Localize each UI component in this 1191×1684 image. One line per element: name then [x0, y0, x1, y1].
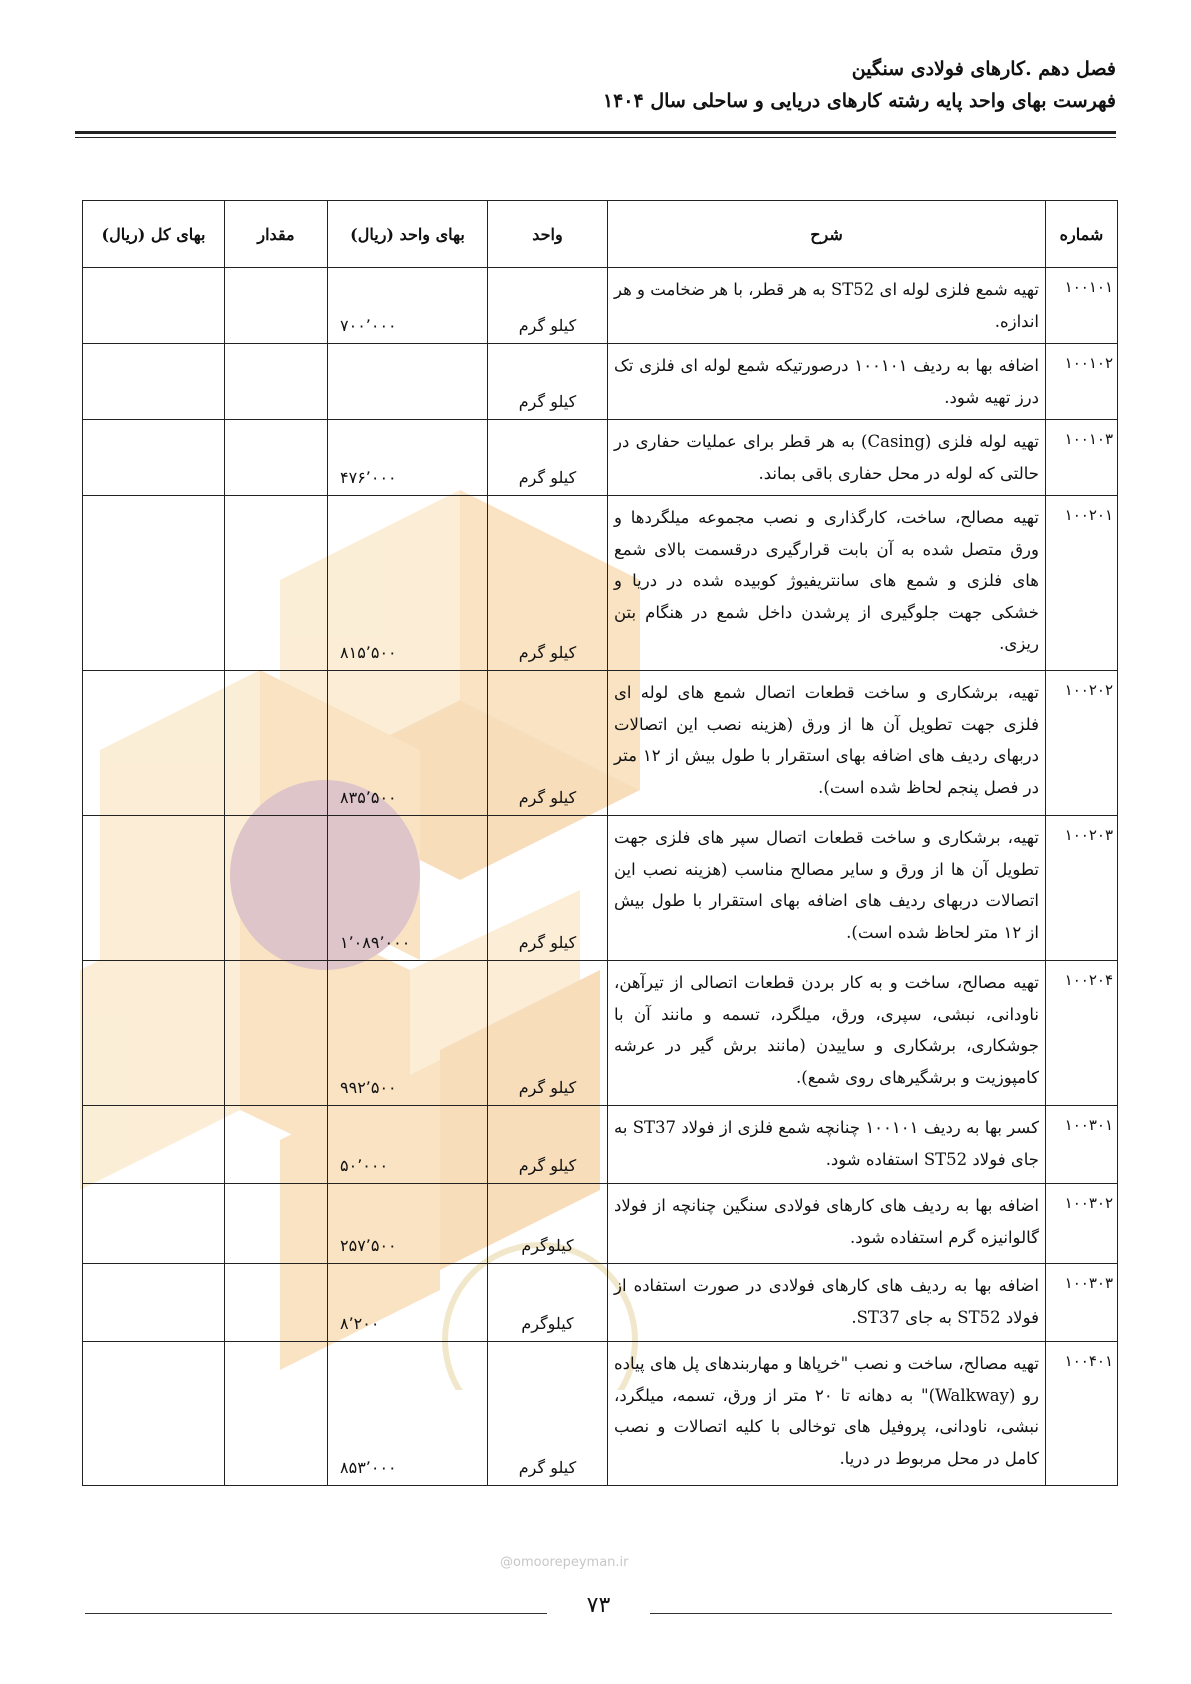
footer-rule-left: [85, 1613, 547, 1614]
row-total-price: [83, 496, 225, 671]
row-unit-price: ۲۵۷٬۵۰۰: [328, 1184, 488, 1264]
row-description: تهیه مصالح، ساخت و به کار بردن قطعات اتصالی از تیرآهن، ناودانی، نبشی، سپری، ورق، میلگرد، تسمه و مانند آن با جوشکاری، برشکاری و ساییدن (مانند برش گیر در عرشه کامپوزیت و برشگیرهای روی شمع).: [608, 961, 1046, 1106]
row-unit-price: ۸۳۵٬۵۰۰: [328, 671, 488, 816]
row-unit-price: ۱٬۰۸۹٬۰۰۰: [328, 816, 488, 961]
row-unit: کیلو گرم: [488, 816, 608, 961]
row-quantity: [225, 420, 328, 496]
row-unit: کیلو گرم: [488, 671, 608, 816]
column-header-unit: واحد: [488, 201, 608, 268]
header-rule-thin: [75, 137, 1116, 138]
column-header-quantity: مقدار: [225, 201, 328, 268]
row-unit-price: ۸۵۳٬۰۰۰: [328, 1342, 488, 1486]
row-description: اضافه بها به ردیف های کارهای فولادی سنگین چنانچه از فولاد گالوانیزه گرم استفاده شود.: [608, 1184, 1046, 1264]
row-unit-price: [328, 344, 488, 420]
row-unit-price: ۴۷۶٬۰۰۰: [328, 420, 488, 496]
row-unit: کیلو گرم: [488, 961, 608, 1106]
table-row: [83, 816, 1118, 961]
row-description: کسر بها به ردیف ۱۰۰۱۰۱ چنانچه شمع فلزی از فولاد ST37 به جای فولاد ST52 استفاده شود.: [608, 1106, 1046, 1184]
row-unit: کیلو گرم: [488, 496, 608, 671]
row-code: ۱۰۰۱۰۲: [1046, 344, 1118, 420]
row-quantity: [225, 961, 328, 1106]
column-header-unit-price: بهای واحد (ریال): [328, 201, 488, 268]
row-total-price: [83, 671, 225, 816]
price-list-table: [82, 200, 1118, 1486]
row-total-price: [83, 1342, 225, 1486]
row-quantity: [225, 1342, 328, 1486]
row-code: ۱۰۰۳۰۱: [1046, 1106, 1118, 1184]
row-code: ۱۰۰۲۰۴: [1046, 961, 1118, 1106]
row-description: تهیه شمع فلزی لوله ای ST52 به هر قطر، با هر ضخامت و هر اندازه.: [608, 268, 1046, 344]
table-row: [83, 344, 1118, 420]
row-total-price: [83, 961, 225, 1106]
row-total-price: [83, 420, 225, 496]
row-code: ۱۰۰۱۰۱: [1046, 268, 1118, 344]
row-description: اضافه بها به ردیف های کارهای فولادی در صورت استفاده از فولاد ST52 به جای ST37.: [608, 1264, 1046, 1342]
row-total-price: [83, 1264, 225, 1342]
table-row: [83, 1342, 1118, 1486]
row-total-price: [83, 816, 225, 961]
row-unit: کیلو گرم: [488, 268, 608, 344]
row-unit: کیلو گرم: [488, 1342, 608, 1486]
table-row: [83, 1264, 1118, 1342]
row-description: تهیه، برشکاری و ساخت قطعات اتصال سپر های فلزی جهت تطویل آن ها از ورق و سایر مصالح مناسب (هزینه نصب این اتصالات دربهای ردیف های اضافه بهای استقرار با طول بیش از ۱۲ متر لحاظ شده است).: [608, 816, 1046, 961]
row-code: ۱۰۰۴۰۱: [1046, 1342, 1118, 1486]
row-quantity: [225, 344, 328, 420]
row-code: ۱۰۰۳۰۳: [1046, 1264, 1118, 1342]
table-header-row: [83, 201, 1118, 268]
document-subtitle: فهرست بهای واحد پایه رشته کارهای دریایی و ساحلی سال ۱۴۰۴: [602, 90, 1116, 112]
table-row: [83, 1106, 1118, 1184]
row-total-price: [83, 268, 225, 344]
table-row: [83, 420, 1118, 496]
row-unit-price: ۵۰٬۰۰۰: [328, 1106, 488, 1184]
table-row: [83, 1184, 1118, 1264]
footer-rule-right: [650, 1613, 1112, 1614]
header-rule-thick: [75, 131, 1116, 134]
row-description: تهیه مصالح، ساخت، کارگذاری و نصب مجموعه میلگردها و ورق متصل شده به آن بابت قرارگیری درقسمت بالای شمع های فلزی و شمع های سانتریفیوژ کوبیده شده در دریا و خشکی جهت جلوگیری از پرشدن داخل شمع در هنگام بتن ریزی.: [608, 496, 1046, 671]
row-unit: کیلو گرم: [488, 1106, 608, 1184]
row-unit-price: ۸٬۲۰۰: [328, 1264, 488, 1342]
row-unit: کیلو گرم: [488, 344, 608, 420]
table-row: [83, 961, 1118, 1106]
row-description: تهیه، برشکاری و ساخت قطعات اتصال شمع های لوله ای فلزی جهت تطویل آن ها از ورق (هزینه نصب این اتصالات دربهای ردیف های اضافه بهای استقرار با طول بیش از ۱۲ متر در فصل پنجم لحاظ شده است).: [608, 671, 1046, 816]
row-total-price: [83, 344, 225, 420]
row-quantity: [225, 496, 328, 671]
row-description: تهیه لوله فلزی (Casing) به هر قطر برای عملیات حفاری در حالتی که لوله در محل حفاری باقی بماند.: [608, 420, 1046, 496]
website-watermark: @omoorepeyman.ir: [500, 1555, 629, 1570]
table-row: [83, 496, 1118, 671]
column-header-total-price: بهای کل (ریال): [83, 201, 225, 268]
row-unit-price: ۷۰۰٬۰۰۰: [328, 268, 488, 344]
row-quantity: [225, 1264, 328, 1342]
row-unit: کیلوگرم: [488, 1184, 608, 1264]
row-code: ۱۰۰۲۰۲: [1046, 671, 1118, 816]
row-quantity: [225, 671, 328, 816]
column-header-description: شرح: [608, 201, 1046, 268]
row-unit: کیلوگرم: [488, 1264, 608, 1342]
row-total-price: [83, 1184, 225, 1264]
row-quantity: [225, 816, 328, 961]
page-number: ۷۳: [586, 1593, 611, 1618]
row-code: ۱۰۰۲۰۱: [1046, 496, 1118, 671]
table-row: [83, 671, 1118, 816]
row-quantity: [225, 268, 328, 344]
row-description: اضافه بها به ردیف ۱۰۰۱۰۱ درصورتیکه شمع لوله ای فلزی تک درز تهیه شود.: [608, 344, 1046, 420]
row-code: ۱۰۰۲۰۳: [1046, 816, 1118, 961]
row-description: تهیه مصالح، ساخت و نصب "خرپاها و مهاربندهای پل های پیاده رو (Walkway)" به دهانه تا ۲۰ متر از ورق، تسمه، میلگرد، نبشی، ناودانی، پروفیل های توخالی با کلیه اتصالات و نصب کامل در محل مربوط در دریا.: [608, 1342, 1046, 1486]
row-quantity: [225, 1106, 328, 1184]
page-header: [75, 52, 1116, 116]
row-unit-price: ۸۱۵٬۵۰۰: [328, 496, 488, 671]
row-total-price: [83, 1106, 225, 1184]
row-unit-price: ۹۹۲٬۵۰۰: [328, 961, 488, 1106]
row-unit: کیلو گرم: [488, 420, 608, 496]
chapter-title: فصل دهم .کارهای فولادی سنگین: [851, 58, 1116, 80]
row-code: ۱۰۰۳۰۲: [1046, 1184, 1118, 1264]
column-header-code: شماره: [1046, 201, 1118, 268]
table-row: [83, 268, 1118, 344]
row-quantity: [225, 1184, 328, 1264]
row-code: ۱۰۰۱۰۳: [1046, 420, 1118, 496]
